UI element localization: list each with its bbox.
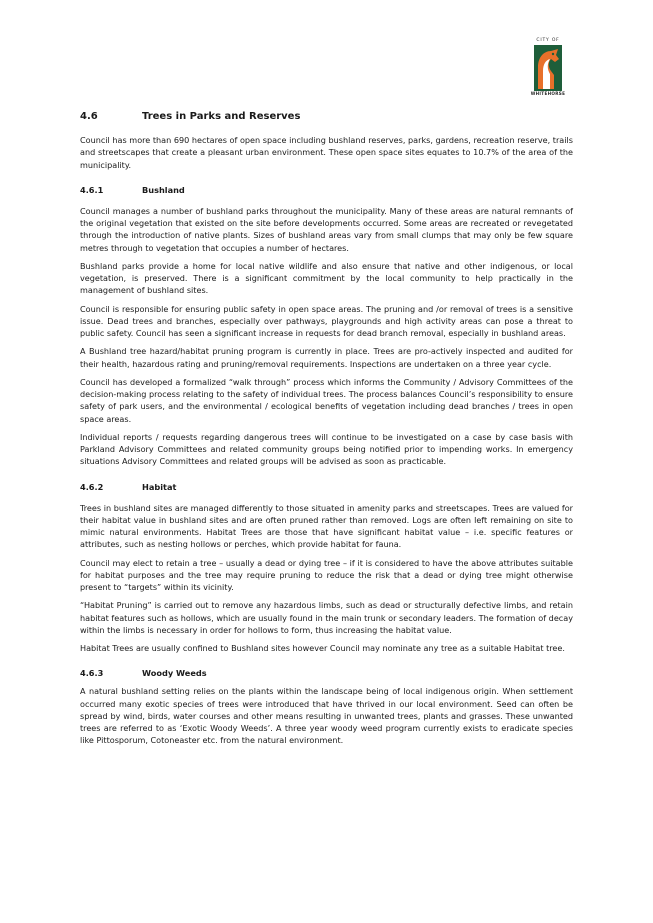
subsection-number: 4.6.1 [80,184,104,195]
paragraph: Council manages a number of bushland parks throughout the municipality. Many of these areas are natural remnants of the original vegetation that existed on the site before developments occurred. Some areas are recreated or revegetated through the introduction of native plants. Sizes of bushland areas vary from small clumps that may only be few square metres through to vegetation that occupies a number of hectares. [80,205,573,253]
paragraph: Council has developed a formalized “walk through” process which informs the Community / Advisory Committees of the decision-making process relating to the safety of individual trees. The process balances Council’s responsibility to ensure safety of park users, and the environmental / ecological benefits of vegetation including dead branches / trees in open space areas. [80,376,573,424]
paragraph: A Bushland tree hazard/habitat pruning program is currently in place. Trees are pro-actively inspected and audited for their health, hazardous rating and pruning/removal requirements. Inspections are undertaken on a three year cycle. [80,346,573,369]
paragraph: Council may elect to retain a tree – usually a dead or dying tree – if it is considered to have the above attributes suitable for habitat purposes and the tree may require pruning to reduce the risk that a dead or dying tree might otherwise present to “targets” within its vicinity. [80,557,573,592]
paragraph: “Habitat Pruning” is carried out to remove any hazardous limbs, such as dead or structurally defective limbs, and retain habitat features such as hollows, which are usually found in the main trunk or secondary leaders. The formation of decay within the limbs is necessary in order for hollows to form, thus increasing the habitat value. [80,600,573,635]
section-number: 4.6 [80,111,98,122]
subsection-title: Bushland [142,184,185,195]
subsection-title: Woody Weeds [142,668,207,679]
subsection-heading-bushland [80,184,573,196]
subsection-number: 4.6.2 [80,481,104,492]
section-title: Trees in Parks and Reserves [142,111,301,122]
horse-emblem-icon [534,45,562,91]
paragraph: Individual reports / requests regarding dangerous trees will continue to be investigated on a case by case basis with Parkland Advisory Committees and related community groups being notified prior to impending works. In emergency situations Advisory Committees and related groups will be advised as soon as practicable. [80,431,573,467]
city-of-whitehorse-logo [528,38,568,102]
paragraph: Council is responsible for ensuring public safety in open space areas. The pruning and /or removal of trees is a sensitive issue. Dead trees and branches, especially over pathways, playgrounds and high activity areas can pose a threat to public safety. Council has seen a significant increase in requests for dead branch removal, especially in bushland areas. [80,303,573,338]
paragraph: Habitat Trees are usually confined to Bushland sites however Council may nominate any tree as a suitable Habitat tree. [80,643,565,653]
logo-bottom-text: WHITEHORSE [530,91,566,96]
document-body [80,106,573,747]
subsection-heading-woody-weeds [80,667,573,679]
subsection-number: 4.6.3 [80,668,104,679]
subsection-heading-habitat [80,481,573,493]
paragraph: Bushland parks provide a home for local native wildlife and also ensure that native and other indigenous, or local vegetation, is preserved. There is a significant commitment by the local community to help practically in the management of bushland sites. [80,260,573,296]
paragraph: Trees in bushland sites are managed differently to those situated in amenity parks and streetscapes. Trees are valued for their habitat value in bushland sites and are often pruned rather than removed. Logs are often left remaining on site to mimic natural environments. Habitat Trees are those that have significant habitat value – i.e. specific features or attributes, such as nesting hollows or perches, which provide habitat for fauna. [80,502,573,550]
logo-top-text: CITY OF [536,38,560,43]
section-heading [80,110,573,124]
paragraph: A natural bushland setting relies on the plants within the landscape being of local indigenous origin. When settlement occurred many exotic species of trees were introduced that have thrived in our local environment. Seed can often be spread by wind, birds, water courses and other means resulting in unwanted trees, plants and grasses. These unwanted trees are referred to as ‘Exotic Woody Weeds’. A three year woody weed program currently exists to eradicate species like Pittosporum, Cotoneaster etc. from the natural environment. [80,686,573,746]
subsection-title: Habitat [142,481,177,492]
section-intro: Council has more than 690 hectares of open space including bushland reserves, parks, gardens, recreation reserve, trails and streetscapes that create a pleasant urban environment. These open space sites equates to 10.7% of the area of the municipality. [80,135,573,170]
